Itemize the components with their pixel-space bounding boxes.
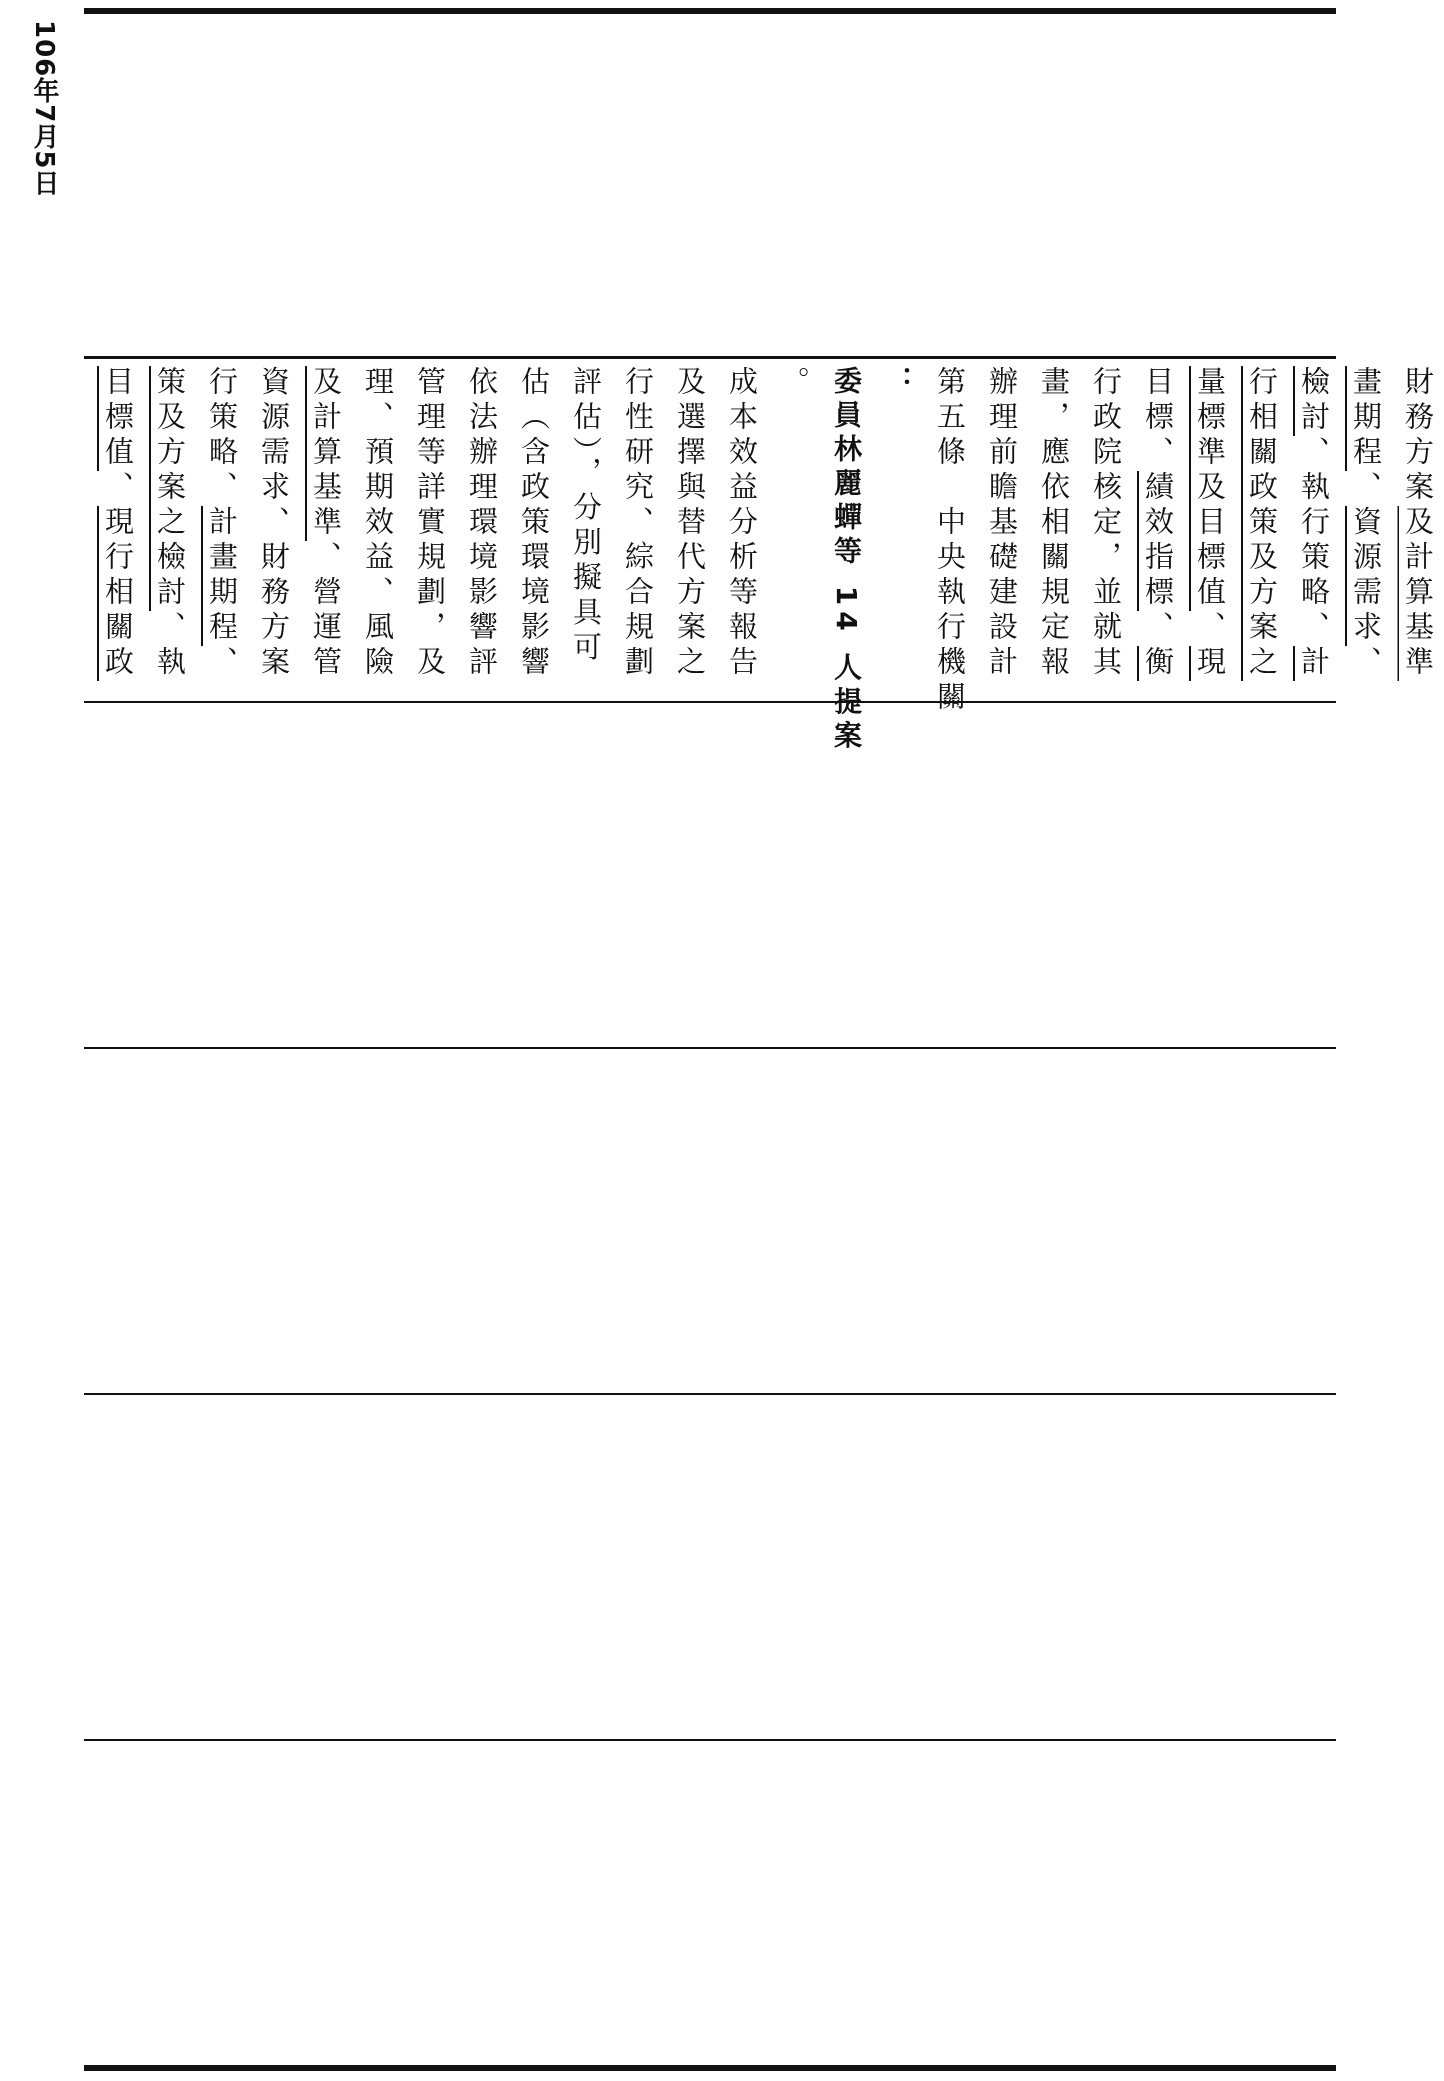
text-line	[1340, 366, 1392, 694]
bottom-rule	[84, 2065, 1336, 2071]
amended-text-segment: 現	[1193, 646, 1227, 681]
text-segment: 。	[777, 366, 811, 401]
amended-text-segment: 策及方案之檢討	[153, 366, 187, 611]
text-segment: 估（含政策環境影響	[517, 366, 551, 681]
amended-text-segment: 目標值	[101, 366, 135, 471]
row-rule	[84, 1739, 1336, 1741]
text-segment: 成本效益分析等報告	[725, 366, 759, 681]
text-segment: 、營運管	[309, 541, 343, 681]
text-segment: 第五條 中央執行機關	[933, 366, 967, 716]
text-line	[924, 366, 976, 716]
amended-text-segment: 現行相關政	[101, 506, 135, 681]
text-segment: 、	[1349, 646, 1383, 681]
amended-text-segment: 衡	[1141, 646, 1175, 681]
proposal-heading-line	[872, 366, 924, 694]
text-line	[144, 366, 196, 694]
proposal-heading-line	[820, 366, 872, 755]
text-segment: 資源需求、財務方案	[257, 366, 291, 681]
amended-text-segment: 量標準及目標值	[1193, 366, 1227, 611]
row-rule	[84, 356, 1336, 359]
text-line	[1236, 366, 1288, 694]
amended-text-segment: 績效指標	[1141, 471, 1175, 611]
text-segment: 委員林麗蟬等 14 人提案	[830, 366, 863, 755]
text-line	[508, 366, 560, 694]
text-line	[1392, 366, 1444, 694]
text-segment: 目標、	[1141, 366, 1175, 471]
text-segment: 辦理前瞻基礎建設計	[985, 366, 1019, 681]
text-line	[352, 366, 404, 694]
amended-text-segment: 檢討	[1297, 366, 1331, 436]
text-segment: 、執	[153, 611, 187, 681]
text-line	[196, 366, 248, 694]
text-line	[976, 366, 1028, 694]
text-segment: 、執行策略、	[1297, 436, 1331, 646]
text-segment: 、	[205, 646, 239, 681]
amended-text-segment: 畫期程	[1349, 366, 1383, 471]
table-cell-text	[92, 366, 1435, 755]
text-line	[768, 366, 820, 694]
row-rule	[84, 1393, 1336, 1395]
text-line	[664, 366, 716, 694]
text-segment: 評估），分別擬具可	[569, 366, 603, 667]
amended-text-segment: 計畫期程	[205, 506, 239, 646]
amended-text-segment: 行相關政策及方案之	[1245, 366, 1279, 681]
text-segment: ：	[882, 366, 915, 400]
text-line	[1184, 366, 1236, 694]
text-line	[248, 366, 300, 694]
text-segment: 行政院核定，並就其	[1089, 366, 1123, 681]
text-segment: 、	[1141, 611, 1175, 646]
amended-text-segment: 及計算基準	[1401, 506, 1435, 681]
text-segment: 、	[1193, 611, 1227, 646]
text-segment: 行性研究、綜合規劃	[621, 366, 655, 681]
row-rule	[84, 1047, 1336, 1049]
text-line	[300, 366, 352, 694]
text-segment: 及選擇與替代方案之	[673, 366, 707, 681]
text-line	[1028, 366, 1080, 694]
text-segment: 財務方案	[1401, 366, 1435, 506]
top-rule	[84, 8, 1336, 14]
text-line	[560, 366, 612, 694]
text-line	[1288, 366, 1340, 694]
text-line	[1080, 366, 1132, 694]
text-segment: 行策略、	[205, 366, 239, 506]
text-segment: 管理等詳實規劃，及	[413, 366, 447, 681]
row-rule	[84, 701, 1336, 703]
page-date: 106年7月5日	[29, 20, 59, 197]
amended-text-segment: 資源需求	[1349, 506, 1383, 646]
text-line	[716, 366, 768, 694]
text-line	[612, 366, 664, 694]
text-segment: 、	[101, 471, 135, 506]
text-segment: 、	[1349, 471, 1383, 506]
amended-text-segment: 及計算基準	[309, 366, 343, 541]
text-line	[1132, 366, 1184, 694]
text-segment: 理、預期效益、風險	[361, 366, 395, 681]
text-line	[92, 366, 144, 694]
text-segment: 依法辦理環境影響評	[465, 366, 499, 681]
text-line	[456, 366, 508, 694]
amended-text-segment: 計	[1297, 646, 1331, 681]
text-segment: 畫，應依相關規定報	[1037, 366, 1071, 681]
text-line	[404, 366, 456, 694]
